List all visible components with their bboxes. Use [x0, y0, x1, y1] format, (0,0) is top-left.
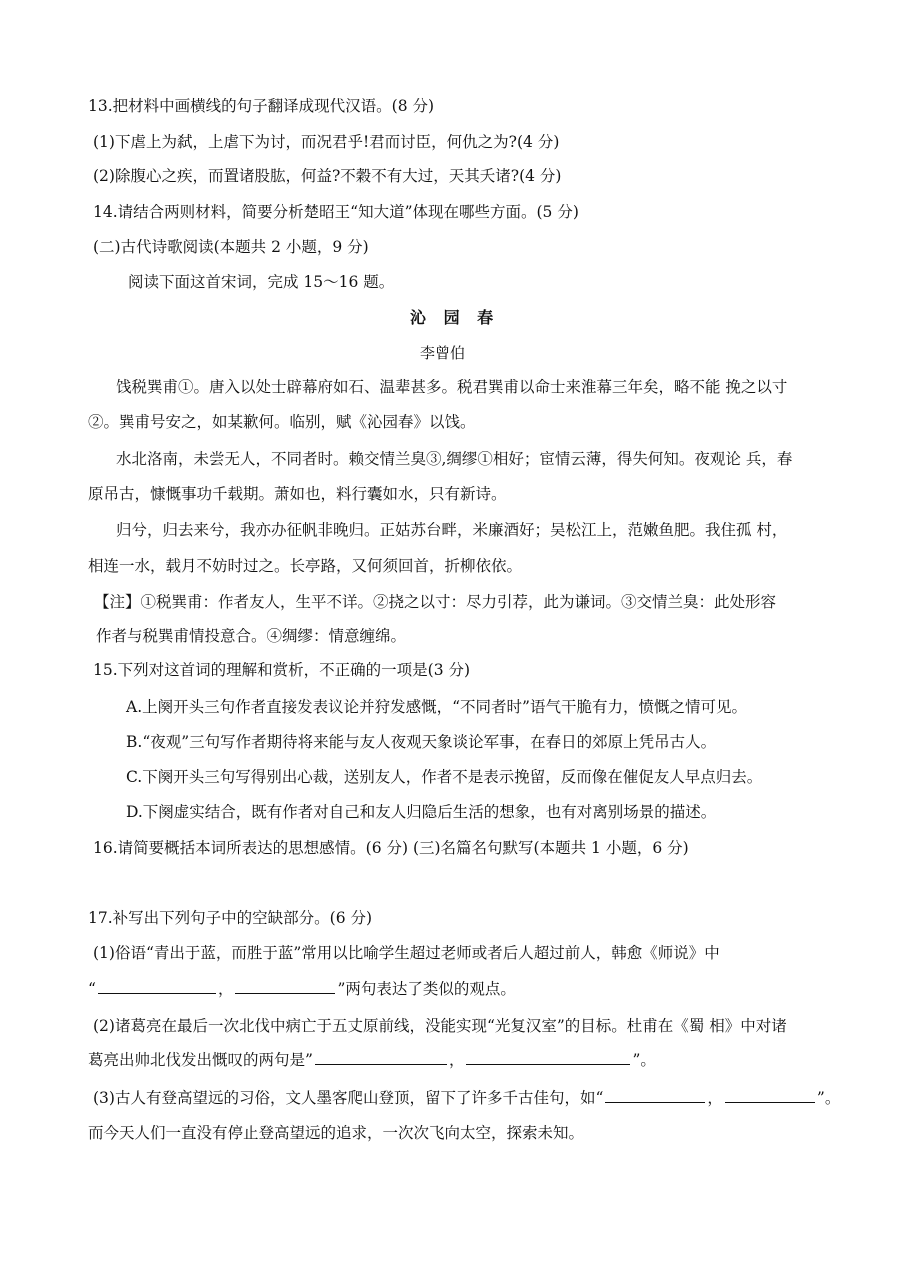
- poem-note-line-2: 作者与税巽甫情投意合。④绸缪：情意缠绵。: [96, 627, 407, 645]
- line-head: 葛亮出帅北伐发出慨叹的两句是”: [88, 1051, 313, 1069]
- section-2-instruction: 阅读下面这首宋词，完成 15～16 题。: [128, 273, 395, 291]
- poem-preface-line-2: ②。巽甫号安之，如某歉何。临别，赋《沁园春》以饯。: [88, 413, 476, 431]
- q17-sentence-1-line-1: (1)俗语“青出于蓝，而胜于蓝”常用以比喻学生超过老师或者后人超过前人，韩愈《师说》中: [93, 944, 720, 962]
- poem-author: 李曾伯: [420, 344, 466, 362]
- blank-separator: ，: [707, 1089, 723, 1107]
- q14-stem: 14.请结合两则材料，简要分析楚昭王“知大道”体现在哪些方面。(5 分): [93, 203, 579, 221]
- q17-sentence-2-line-1: (2)诸葛亮在最后一次北伐中病亡于五丈原前线，没能实现“光复汉室”的目标。杜甫在《蜀 相》中对诸: [93, 1017, 787, 1035]
- answer-blank[interactable]: [315, 1050, 447, 1065]
- q17-sentence-3-line-2: 而今天人们一直没有停止登高望远的追求，一次次飞向太空，探索未知。: [88, 1124, 585, 1142]
- q17-sentence-1-line-2: [88, 979, 516, 999]
- q15-stem: 15.下列对这首词的理解和赏析，不正确的一项是(3 分): [93, 661, 471, 679]
- q15-option-d: D.下阕虚实结合，既有作者对自己和友人归隐后生活的想象，也有对离别场景的描述。: [126, 803, 717, 821]
- q13-stem: 13.把材料中画横线的句子翻译成现代汉语。(8 分): [88, 97, 435, 115]
- open-quote: “: [88, 980, 96, 998]
- q17-sentence-3-line-1: [93, 1088, 840, 1108]
- poem-preface-line-1: 饯税巽甫①。唐入以处士辟幕府如石、温辈甚多。税君巽甫以命士来淮幕三年矣，略不能 挽之以寸: [116, 378, 788, 396]
- line-tail: ”。: [816, 1089, 841, 1107]
- poem-title: 沁 园 春: [410, 308, 500, 327]
- poem-stanza-1-line-2: 原吊古，慷慨事功千载期。萧如也，料行囊如水，只有新诗。: [88, 485, 507, 503]
- poem-note-line-1: 【注】①税巽甫：作者友人，生平不详。②挠之以寸：尽力引荐，此为谦词。③交情兰臭：此处形容: [94, 593, 777, 611]
- poem-stanza-1-line-1: 水北洛南，未尝无人，不同者时。赖交情兰臭③,绸缪①相好；宦情云薄，得失何知。夜观论 兵，春: [116, 450, 793, 468]
- q13-sentence-2: (2)除腹心之疾，而置诸股肱，何益?不穀不有大过，天其夭诸?(4 分): [93, 167, 562, 185]
- poem-stanza-2-line-2: 相连一水，载月不妨时过之。长亭路，又何须回首，折柳依依。: [88, 557, 523, 575]
- q15-option-c: C.下阕开头三句写得别出心裁，送别友人，作者不是表示挽留，反而像在催促友人早点归去。: [126, 768, 763, 786]
- line-tail: ”两句表达了类似的观点。: [337, 980, 516, 998]
- q17-stem: 17.补写出下列句子中的空缺部分。(6 分): [88, 909, 373, 927]
- q13-sentence-1: (1)下虐上为弑，上虐下为讨，而况君乎!君而讨臣，何仇之为?(4 分): [93, 133, 560, 151]
- q16-stem: 16.请简要概括本词所表达的思想感情。(6 分) (三)名篇名句默写(本题共 1 小题，6 分): [93, 839, 689, 857]
- blank-separator: ，: [217, 980, 234, 998]
- q17-sentence-2-line-2: [88, 1050, 656, 1070]
- line-tail: ”。: [632, 1051, 656, 1069]
- q15-option-a: A.上阕开头三句作者直接发表议论并狩发感慨，“不同者时”语气干脆有力，愤慨之情可见。: [126, 698, 747, 716]
- section-2-heading: (二)古代诗歌阅读(本题共 2 小题，9 分): [93, 238, 369, 256]
- q15-option-b: B.“夜观”三句写作者期待将来能与友人夜观天象谈论军事，在春日的郊原上凭吊古人。: [126, 733, 717, 751]
- line-head: (3)古人有登高望远的习俗，文人墨客爬山登顶，留下了许多千古佳句，如“: [93, 1089, 604, 1107]
- answer-blank[interactable]: [725, 1088, 815, 1103]
- answer-blank[interactable]: [605, 1088, 705, 1103]
- answer-blank[interactable]: [466, 1050, 630, 1065]
- blank-separator: ，: [448, 1051, 465, 1069]
- answer-blank[interactable]: [235, 979, 335, 994]
- answer-blank[interactable]: [98, 979, 216, 994]
- poem-stanza-2-line-1: 归兮，归去来兮，我亦办征帆非晚归。正姑苏台畔，米廉酒好；吴松江上，范嫩鱼肥。我住孤 村，: [116, 521, 788, 539]
